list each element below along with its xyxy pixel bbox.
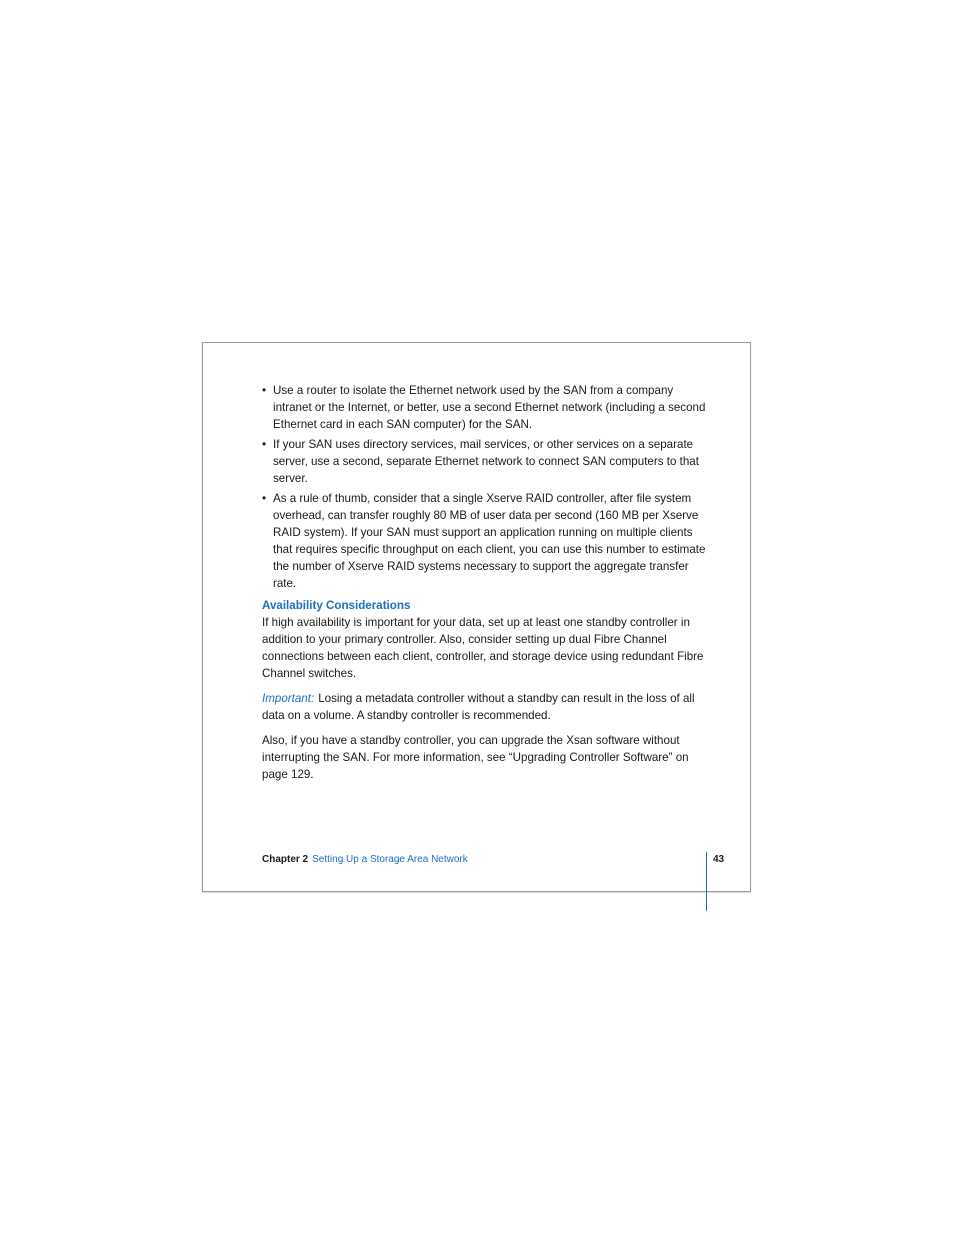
bullet-text: As a rule of thumb, consider that a single Xserve RAID controller, after file system overhead, can transfer roughly 80 MB of user data per second (160 MB per Xserve RAID system). If your SAN must support an application running on multiple clients that requires specific throughput on each client, you can use this number to estimate the number of Xserve RAID systems necessary to support the aggregate transfer rate.	[273, 492, 706, 590]
chapter-title: Setting Up a Storage Area Network	[312, 854, 468, 865]
important-label: Important:	[262, 692, 315, 705]
availability-paragraph: If high availability is important for your data, set up at least one standby controller in addition to your primary controller. Also, consider setting up dual Fibre Channel connections between each client, controller, and storage device using redundant Fibre Channel switches.	[262, 616, 704, 680]
list-item	[262, 436, 712, 487]
upgrade-paragraph: Also, if you have a standby controller, you can upgrade the Xsan software without interrupting the SAN. For more information, see “Upgrading Controller Software” on page 129.	[262, 734, 689, 781]
chapter-label: Chapter 2	[262, 854, 309, 865]
bullet-marker: •	[262, 492, 267, 505]
bullet-marker: •	[262, 384, 267, 397]
bullet-list	[262, 382, 712, 592]
bullet-text: Use a router to isolate the Ethernet network used by the SAN from a company intranet or the Internet, or better, use a second Ethernet network (including a second Ethernet card in each SAN computer) for the SAN.	[273, 384, 706, 431]
section-heading: Availability Considerations	[262, 599, 411, 612]
page-number: 43	[713, 854, 725, 865]
list-item	[262, 490, 712, 592]
footer-divider	[706, 852, 707, 911]
bullet-text: If your SAN uses directory services, mail services, or other services on a separate server, use a second, separate Ethernet network to connect SAN computers to that server.	[273, 438, 699, 485]
bullet-marker: •	[262, 438, 267, 451]
important-text: Losing a metadata controller without a standby can result in the loss of all data on a volume. A standby controller is recommended.	[262, 692, 695, 722]
list-item	[262, 382, 712, 433]
important-note	[262, 690, 712, 724]
page-body	[262, 382, 712, 783]
page-footer	[262, 853, 468, 867]
